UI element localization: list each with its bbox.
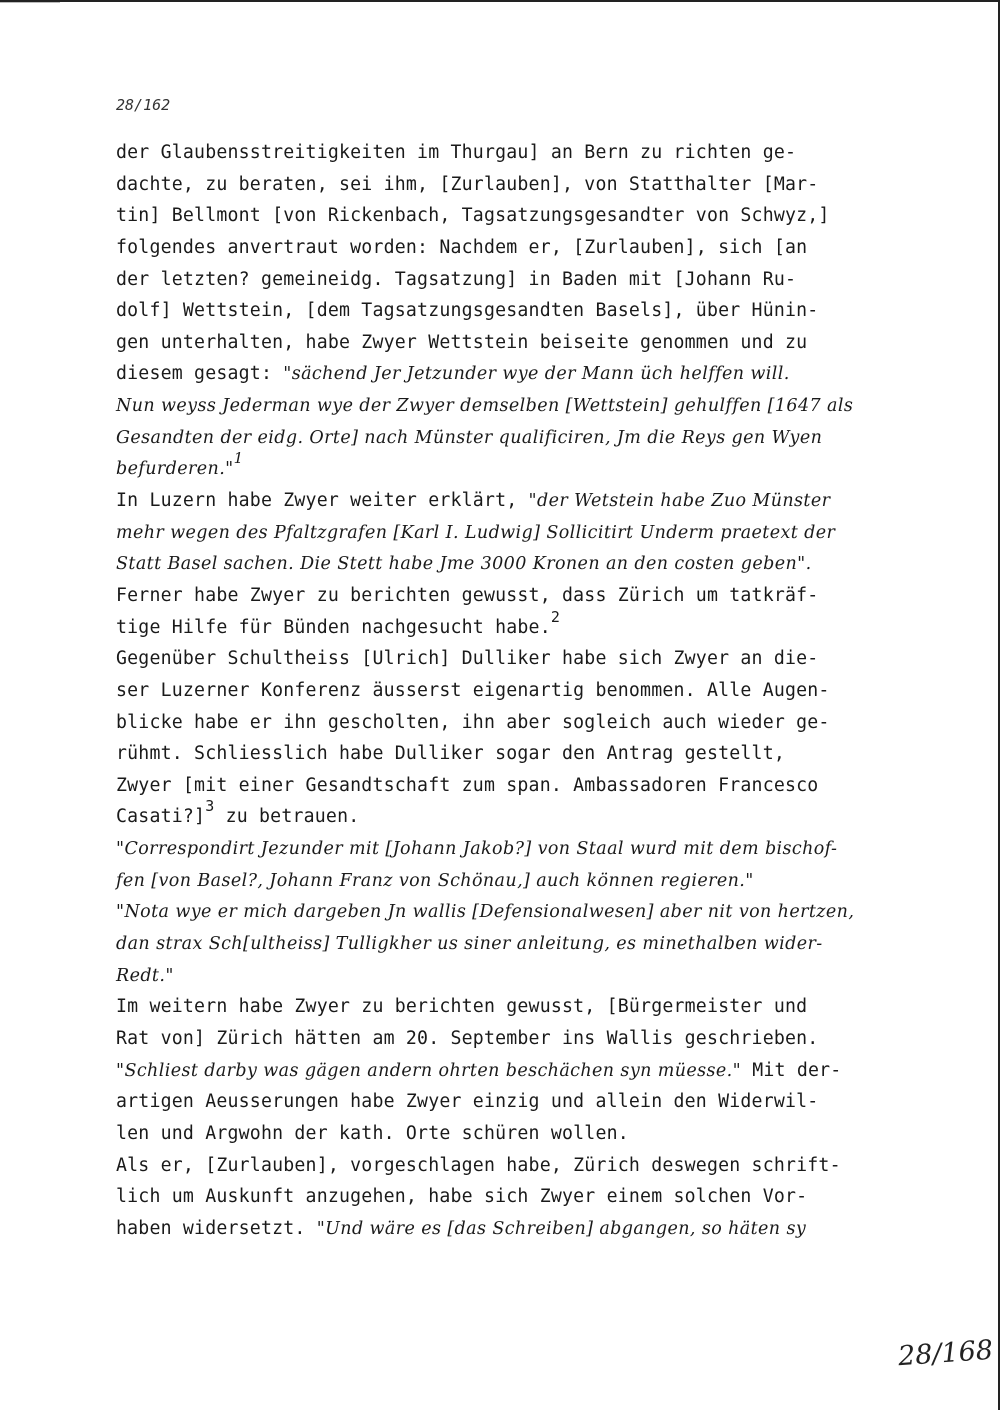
line-text: lich um Auskunft anzugehen, habe sich Zwyer einem solchen Vor- [116,1186,808,1208]
text-line [116,960,906,992]
text-line [116,1181,906,1213]
quoted-italic-text: Redt." [116,965,174,986]
line-text: tige Hilfe für Bünden nachgesucht habe. [116,616,551,638]
text-line [116,607,906,644]
text-line [116,137,906,169]
archive-page-stamp: 28/168 [897,1334,994,1373]
text-line [116,200,906,232]
footnote-marker: 2 [550,607,561,626]
quoted-italic-text: dan strax Sch[ultheiss] Tulligkher us siner anleitung, es minethalben wider- [116,934,823,955]
text-line [116,358,906,390]
text-line [116,1150,906,1182]
line-text: In Luzern habe Zwyer weiter erklärt, [116,490,529,512]
quoted-italic-text: fen [von Basel?, Johann Franz von Schönau,] auch können regieren." [116,870,754,891]
text-line [116,770,906,802]
text-line [116,865,906,897]
line-text: zu betrauen. [214,806,360,828]
text-line [116,833,906,865]
text-line [116,327,906,359]
quoted-italic-text: Statt Basel sachen. Die Stett habe Jme 3000 Kronen an den costen geben". [116,554,812,575]
text-line [116,797,906,833]
line-text: Casati?] [116,806,206,828]
footnote-marker: 1 [233,449,244,468]
text-line [116,1055,906,1087]
quoted-italic-text: "der Wetstein habe Zuo Münster [528,491,831,512]
footnote-marker: 3 [205,797,215,816]
line-text: gen unterhalten, habe Zwyer Wettstein beiseite genommen und zu [116,331,808,353]
line-text: Im weitern habe Zwyer zu berichten gewusst, [Bürgermeister und [116,996,808,1018]
line-text: der letzten? gemeineidg. Tagsatzung] in Baden mit [Johann Ru- [116,268,797,290]
text-line [116,1023,906,1055]
line-text: Gegenüber Schultheiss [Ulrich] Dulliker habe sich Zwyer an die- [116,648,819,670]
line-text: dachte, zu beraten, sei ihm, [Zurlauben], von Statthalter [Mar- [116,173,819,195]
line-text: der Glaubensstreitigkeiten im Thurgau] an Bern zu richten ge- [116,142,797,163]
line-text: ser Luzerner Konferenz äusserst eigenartig benommen. Alle Augen- [116,679,830,701]
line-text: haben widersetzt. [116,1217,317,1239]
text-line [116,675,906,707]
line-text: Als er, [Zurlauben], vorgeschlagen habe, Zürich deswegen schrift- [116,1154,841,1176]
line-text: diesem gesagt: [116,363,284,385]
quoted-italic-text: "Schliest darby was gägen andern ohrten beschächen syn müesse." [116,1060,742,1081]
quoted-italic-text: mehr wegen des Pfaltzgrafen [Karl I. Ludwig] Sollicitirt Underm praetext der [116,522,836,543]
line-text: len und Argwohn der kath. Orte schüren wollen. [116,1122,629,1144]
text-line [116,485,906,517]
text-line [116,580,906,612]
page-number: 28/162 [116,96,171,114]
quoted-italic-text: "sächend Jer Jetzunder wye der Mann üch helffen will. [283,364,790,385]
text-line [116,738,906,770]
text-line [116,295,906,327]
quoted-italic-text: Nun weyss Jederman wye der Zwyer demselben [Wettstein] gehulffen [1647 als [116,396,854,417]
quoted-italic-text: "Und wäre es [das Schreiben] abgangen, so häten sy [316,1218,807,1239]
scan-border-top-faint [0,2,60,3]
text-line [116,449,906,485]
line-text: blicke habe er ihn gescholten, ihn aber sogleich auch wieder ge- [116,711,830,733]
text-line [116,1086,906,1118]
line-text: artigen Aeusserungen habe Zwyer einzig und allein den Widerwil- [116,1091,819,1113]
text-line [116,264,906,296]
text-line [116,707,906,739]
line-text: dolf] Wettstein, [dem Tagsatzungsgesandten Basels], über Hünin- [116,300,819,322]
line-text: rühmt. Schliesslich habe Dulliker sogar den Antrag gestellt, [116,743,785,765]
line-text: Rat von] Zürich hätten am 20. September ins Wallis geschrieben. [116,1027,819,1049]
scan-border-top [0,0,1000,2]
text-line [116,390,906,422]
text-line [116,928,906,960]
text-line [116,1213,906,1245]
text-line [116,896,906,928]
line-text: folgendes anvertraut worden: Nachdem er, [Zurlauben], sich [an [116,236,808,258]
line-text: tin] Bellmont [von Rickenbach, Tagsatzungsgesandter von Schwyz,] [116,205,830,227]
quoted-italic-text: "Correspondirt Jezunder mit [Johann Jakob?] von Staal wurd mit dem bischof- [116,839,838,860]
text-line [116,643,906,675]
text-line [116,991,906,1023]
quoted-italic-text: "Nota wye er mich dargeben Jn wallis [Defensionalwesen] aber nit von hertzen, [116,902,855,923]
line-text: Mit der- [741,1059,842,1081]
document-body [116,137,906,1244]
text-line [116,517,906,549]
text-line [116,169,906,201]
line-text: Zwyer [mit einer Gesandtschaft zum span. Ambassadoren Francesco [116,774,819,796]
quoted-italic-text: befurderen." [116,459,234,480]
text-line [116,232,906,264]
text-line [116,1118,906,1150]
line-text: Ferner habe Zwyer zu berichten gewusst, dass Zürich um tatkräf- [116,584,819,606]
text-line [116,548,906,580]
quoted-italic-text: Gesandten der eidg. Orte] nach Münster qualificiren, Jm die Reys gen Wyen [116,427,823,448]
